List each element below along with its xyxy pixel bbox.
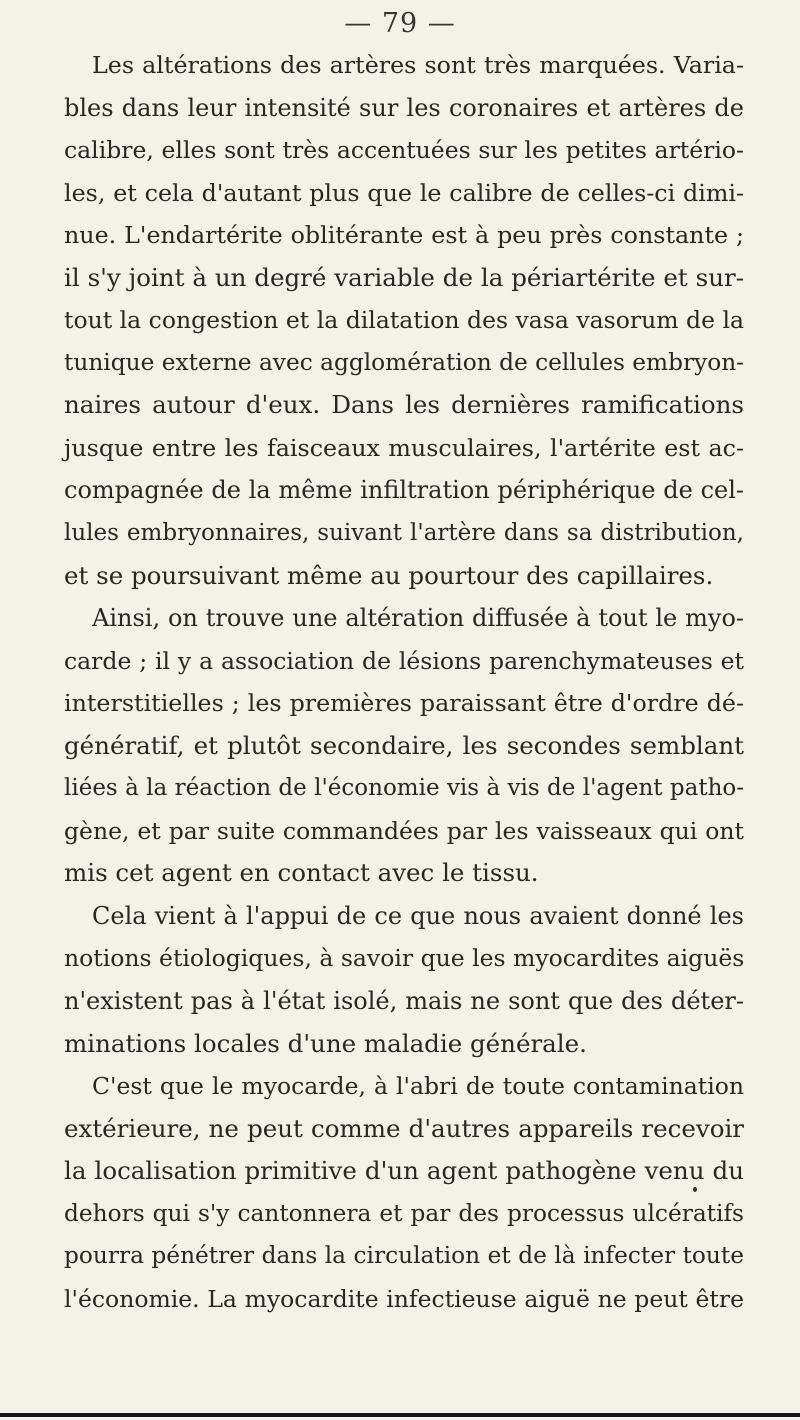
page-number: — 79 — (344, 8, 456, 39)
text-line: génératif, et plutôt secondaire, les secondes semblant (64, 730, 744, 760)
text-line: Cela vient à l'appui de ce que nous avaient donné les (92, 901, 744, 930)
text-line: la localisation primitive d'un agent pathogène venu du (64, 1156, 744, 1186)
text-line: et se poursuivant même au pourtour des capillaires. (64, 560, 714, 590)
text-line: Ainsi, on trouve une altération diffusée à tout le myo- (92, 604, 744, 633)
text-line: minations locales d'une maladie générale. (64, 1028, 587, 1058)
text-line: tunique externe avec agglomération de cellules embryon- (64, 348, 745, 376)
body-text (64, 44, 744, 1320)
text-line: notions étiologiques, à savoir que les myocardites aiguës (64, 944, 745, 973)
text-line: dehors qui s'y cantonnera et par des processus ulcératifs (64, 1199, 744, 1227)
text-line: extérieure, ne peut comme d'autres appareils recevoir (64, 1113, 744, 1143)
text-line: jusque entre les faisceaux musculaires, l'artérite est ac- (64, 433, 744, 462)
text-line: calibre, elles sont très accentuées sur les petites artério- (64, 136, 744, 165)
text-line: n'existent pas à l'état isolé, mais ne sont que des déter- (64, 987, 744, 1016)
text-line: lules embryonnaires, suivant l'artère dans sa distribution, (64, 520, 744, 547)
text-line: pourra pénétrer dans la circulation et de là infecter toute (64, 1242, 744, 1270)
text-line: Les altérations des artères sont très marquées. Varia- (92, 51, 744, 79)
text-line: compagnée de la même infiltration périphérique de cel- (64, 476, 744, 505)
text-line: naires autour d'eux. Dans les dernières ramifications (64, 390, 744, 420)
text-line: il s'y joint à un degré variable de la périartérite et sur- (64, 262, 744, 292)
text-line: C'est que le myocarde, à l'abri de toute contamination (92, 1072, 744, 1101)
text-line: liées à la réaction de l'économie vis à vis de l'agent patho- (64, 775, 744, 802)
text-line: tout la congestion et la dilatation des vasa vasorum de la (64, 306, 744, 335)
text-line: carde ; il y a association de lésions parenchymateuses et (64, 646, 744, 675)
text-line: gène, et par suite commandées par les vaisseaux qui ont (64, 816, 744, 845)
ink-speck (693, 1187, 697, 1192)
bottom-edge-line (0, 1413, 800, 1417)
text-line: l'économie. La myocardite infectieuse aiguë ne peut être (64, 1284, 744, 1313)
text-line: interstitielles ; les premières paraissant être d'ordre dé- (64, 689, 744, 718)
text-line: bles dans leur intensité sur les coronaires et artères de (64, 93, 744, 122)
text-line: les, et cela d'autant plus que le calibre de celles-ci dimi- (64, 178, 744, 207)
text-line: nue. L'endartérite oblitérante est à peu près constante ; (64, 221, 744, 250)
text-line: mis cet agent en contact avec le tissu. (64, 858, 539, 888)
